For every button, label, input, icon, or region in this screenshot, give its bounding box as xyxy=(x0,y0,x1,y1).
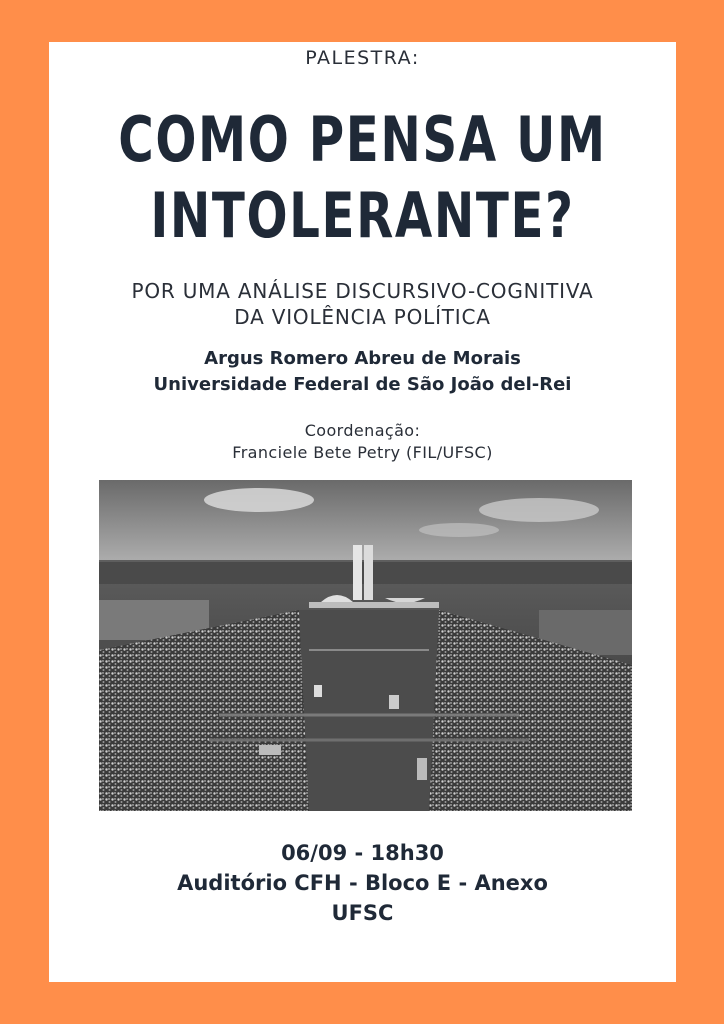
speaker-affiliation: Universidade Federal de São João del-Rei xyxy=(153,374,572,395)
coordination-label: Coordenação: xyxy=(304,421,421,440)
crowd-photo-illustration xyxy=(99,480,632,811)
event-type-label: PALESTRA: xyxy=(305,47,420,69)
event-date-time: 06/09 - 18h30 xyxy=(281,841,444,865)
speaker-name: Argus Romero Abreu de Morais xyxy=(204,348,521,369)
coordinator-name: Franciele Bete Petry (FIL/UFSC) xyxy=(232,443,493,462)
subtitle-line-1: POR UMA ANÁLISE DISCURSIVO-COGNITIVA xyxy=(131,279,594,303)
poster-title xyxy=(118,102,607,254)
poster-subtitle xyxy=(49,278,676,330)
title-line-2: INTOLERANTE? xyxy=(150,179,575,252)
poster-sheet xyxy=(49,42,676,982)
event-details xyxy=(49,838,676,928)
coordination-block xyxy=(49,420,676,464)
speaker-block xyxy=(49,346,676,398)
title-line-1: COMO PENSA UM xyxy=(118,103,607,176)
event-institution: UFSC xyxy=(331,901,394,925)
subtitle-line-2: DA VIOLÊNCIA POLÍTICA xyxy=(234,305,491,329)
event-venue: Auditório CFH - Bloco E - Anexo xyxy=(177,871,548,895)
crowd-photo xyxy=(99,480,632,811)
